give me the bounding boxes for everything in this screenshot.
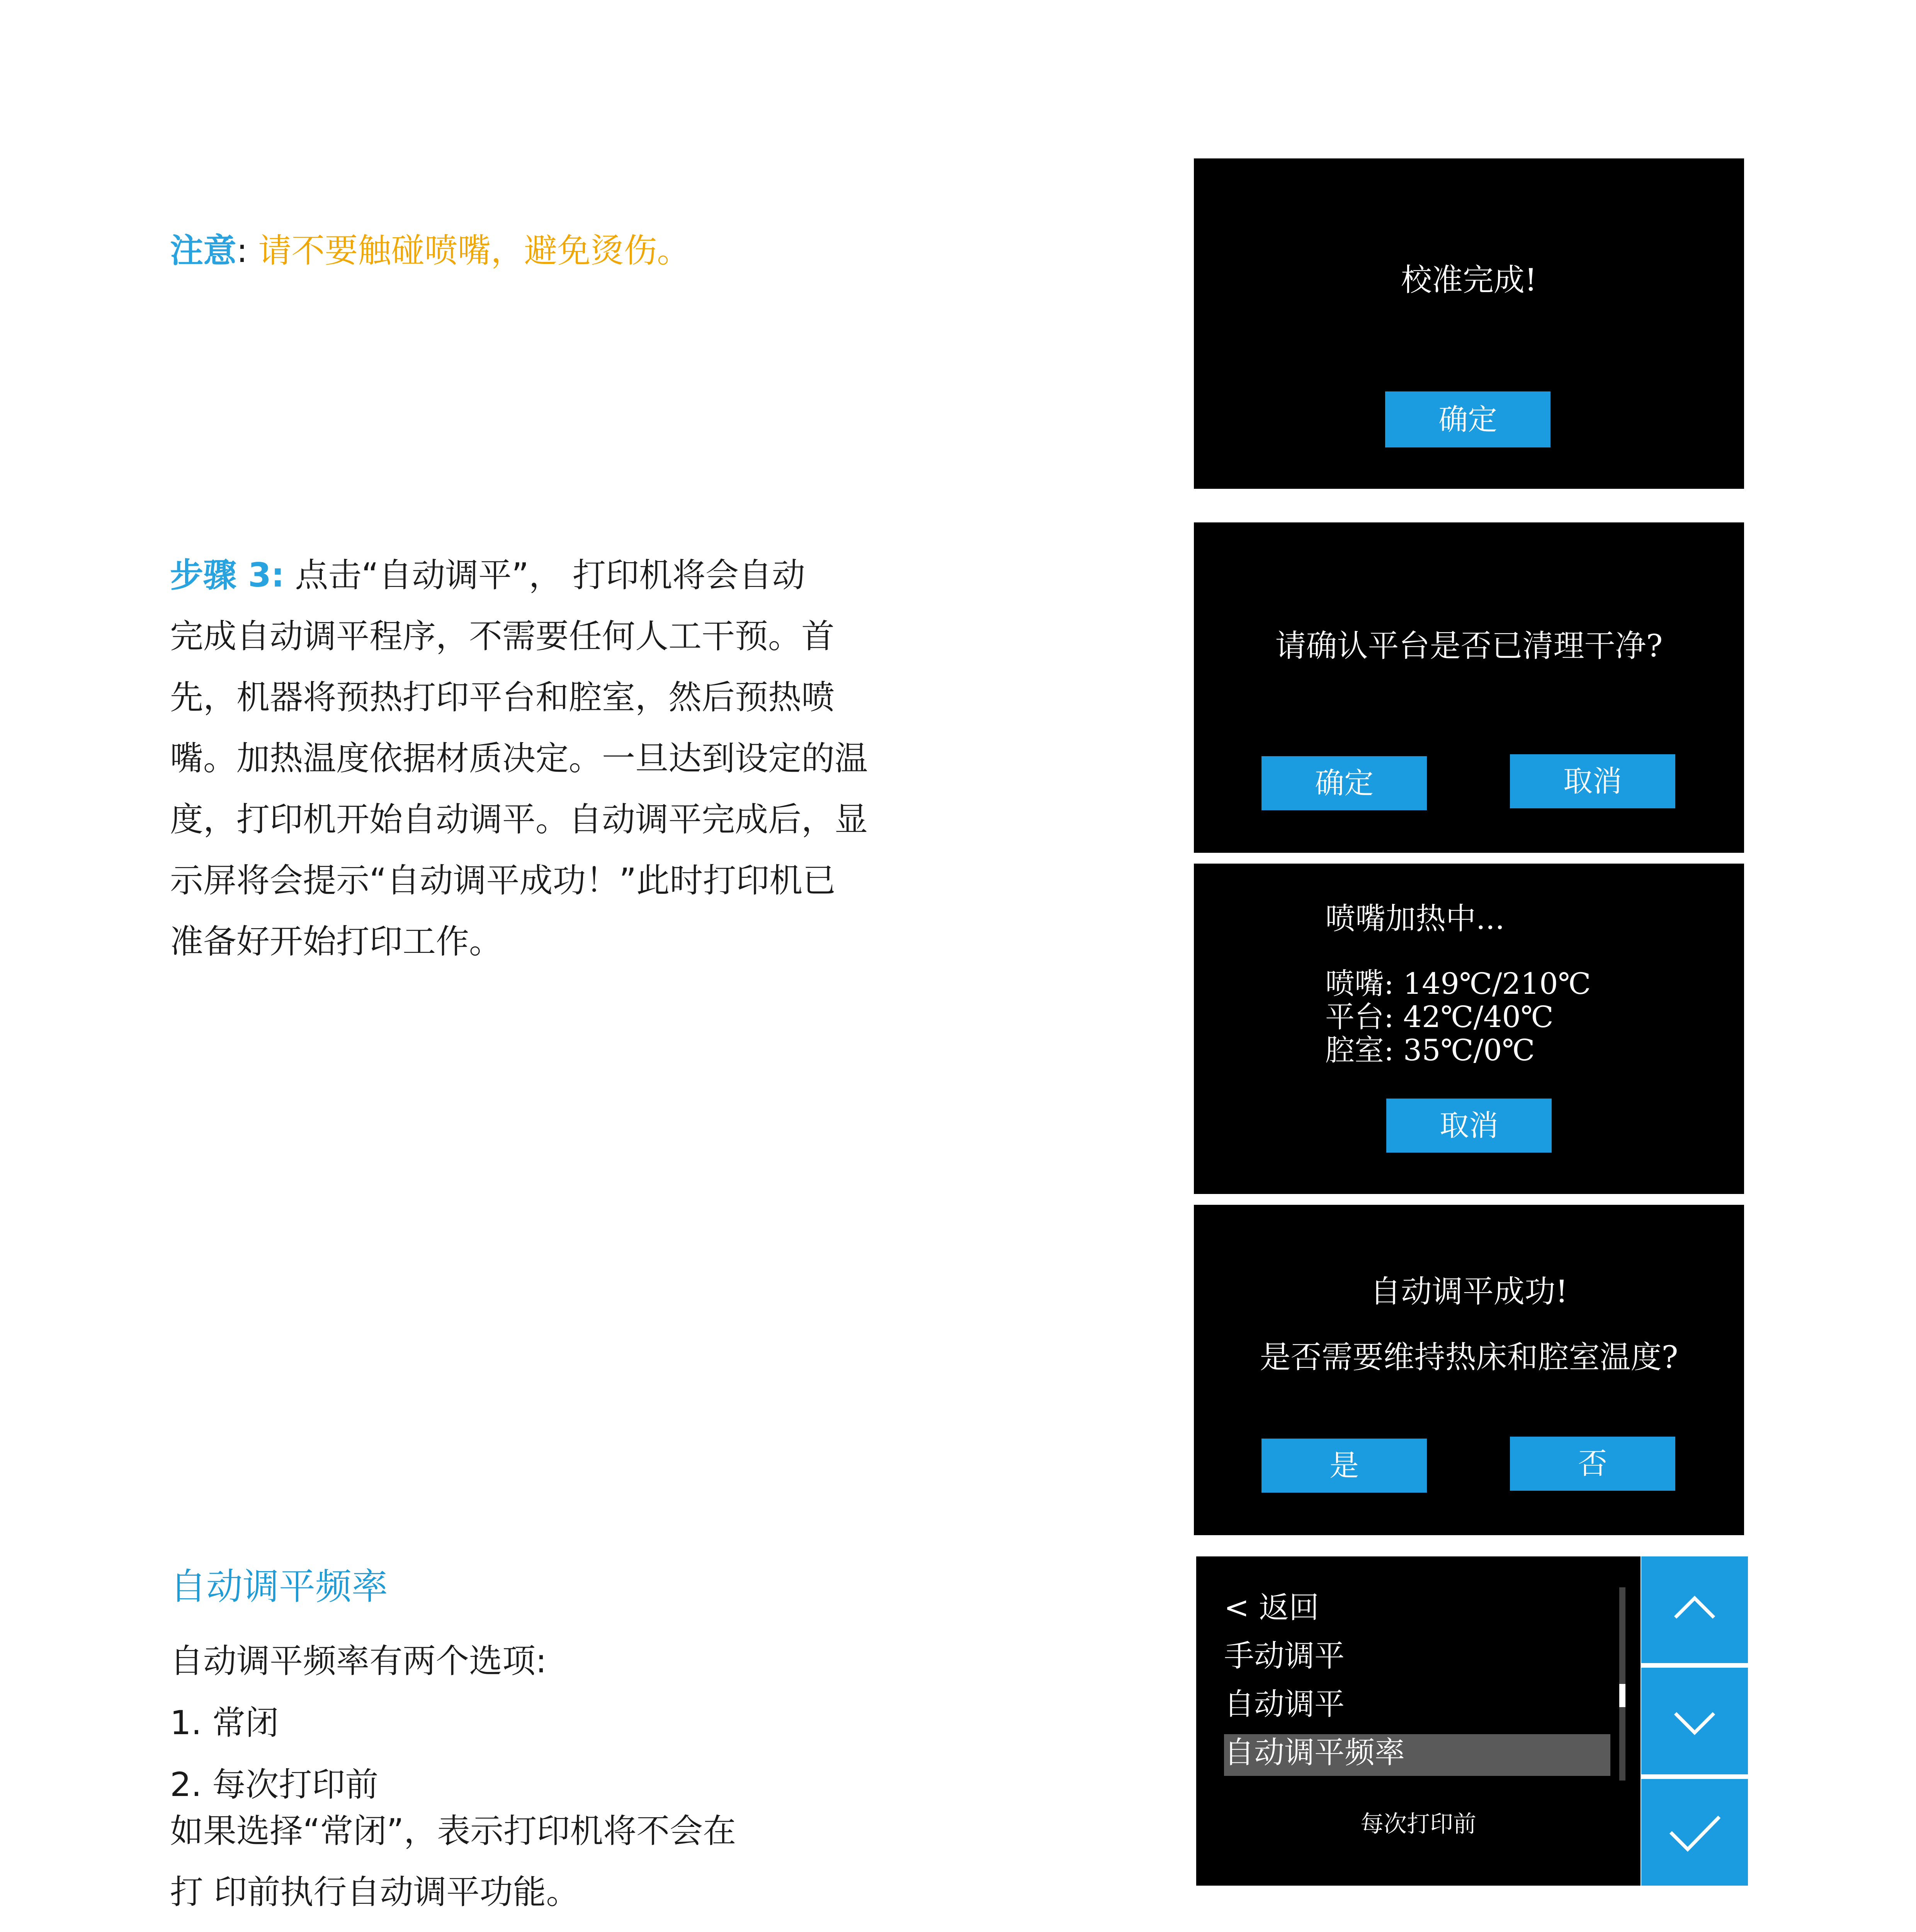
heating-title: 喷嘴加热中... [1325,901,1505,936]
heating-screen [1194,864,1744,1194]
frequency-option-2: 2. 每次打印前 [170,1765,379,1804]
frequency-value: 每次打印前 [1360,1811,1476,1838]
step3-line: 先，机器将预热打印平台和腔室，然后预热喷 [170,678,835,717]
note-line [170,220,690,281]
confirm-clean-message: 请确认平台是否已清理干净? [1275,628,1663,664]
scroll-up-button[interactable] [1641,1556,1748,1663]
platform-temperature: 平台: 42℃/40℃ [1325,1000,1554,1034]
chevron-down-icon [1641,1668,1748,1774]
step3-line: 度，打印机开始自动调平。自动调平完成后，显 [170,800,868,839]
step3-line: 点击“自动调平”， 打印机将会自动 [295,556,805,595]
maintain-temperature-question: 是否需要维持热床和腔室温度? [1260,1339,1678,1375]
menu-item-auto-level-frequency[interactable]: 自动调平频率 [1224,1735,1405,1770]
auto-level-frequency-menu-screen [1196,1556,1641,1886]
frequency-intro: 自动调平频率有两个选项: [170,1642,547,1680]
nozzle-temperature: 喷嘴: 149℃/210℃ [1325,966,1591,1001]
leveling-success-screen [1194,1205,1744,1535]
step3-line: 嘴。加热温度依据材质决定。一旦达到设定的温 [170,739,868,778]
frequency-description [170,1801,769,1932]
step3-label: 步骤 3: [170,556,285,595]
confirm-button[interactable]: 确定 [1261,756,1427,810]
scroll-down-button[interactable] [1641,1668,1748,1774]
confirm-clean-screen [1194,522,1744,853]
confirm-select-button[interactable] [1641,1779,1748,1886]
calibration-complete-screen [1194,158,1744,489]
no-button[interactable]: 否 [1510,1437,1675,1491]
menu-item-back[interactable]: < 返回 [1224,1590,1319,1625]
confirm-button[interactable]: 确定 [1385,391,1550,447]
step3-line: 准备好开始打印工作。 [170,922,502,961]
note-text: 请不要触碰喷嘴，避免烫伤。 [258,231,690,270]
menu-item-auto-level[interactable]: 自动调平 [1224,1687,1345,1722]
calibration-message: 校准完成! [1401,262,1537,298]
menu-item-manual-level[interactable]: 手动调平 [1224,1639,1345,1673]
chevron-up-icon [1641,1556,1748,1663]
yes-button[interactable]: 是 [1261,1439,1427,1493]
step3-line: 示屏将会提示“自动调平成功！”此时打印机已 [170,861,836,900]
scrollbar-thumb[interactable] [1619,1684,1625,1707]
frequency-option-1: 1. 常闭 [170,1704,279,1742]
step3-paragraph [170,545,943,972]
note-colon: : [236,231,248,270]
side-button-column [1641,1556,1748,1886]
cancel-button[interactable]: 取消 [1386,1099,1552,1153]
description-line: 如果选择“常闭”，表示打印机将不会在 [170,1812,736,1850]
cancel-button[interactable]: 取消 [1510,754,1675,808]
step3-line: 完成自动调平程序，不需要任何人工干预。首 [170,617,835,656]
description-line: 打 印前执行自动调平功能。 [170,1873,580,1912]
chamber-temperature: 腔室: 35℃/0℃ [1325,1033,1535,1067]
checkmark-icon [1641,1779,1748,1886]
success-message: 自动调平成功! [1370,1274,1568,1310]
section-heading: 自动调平频率 [170,1566,388,1608]
description-line [170,1927,769,1932]
note-label: 注意 [170,231,236,270]
